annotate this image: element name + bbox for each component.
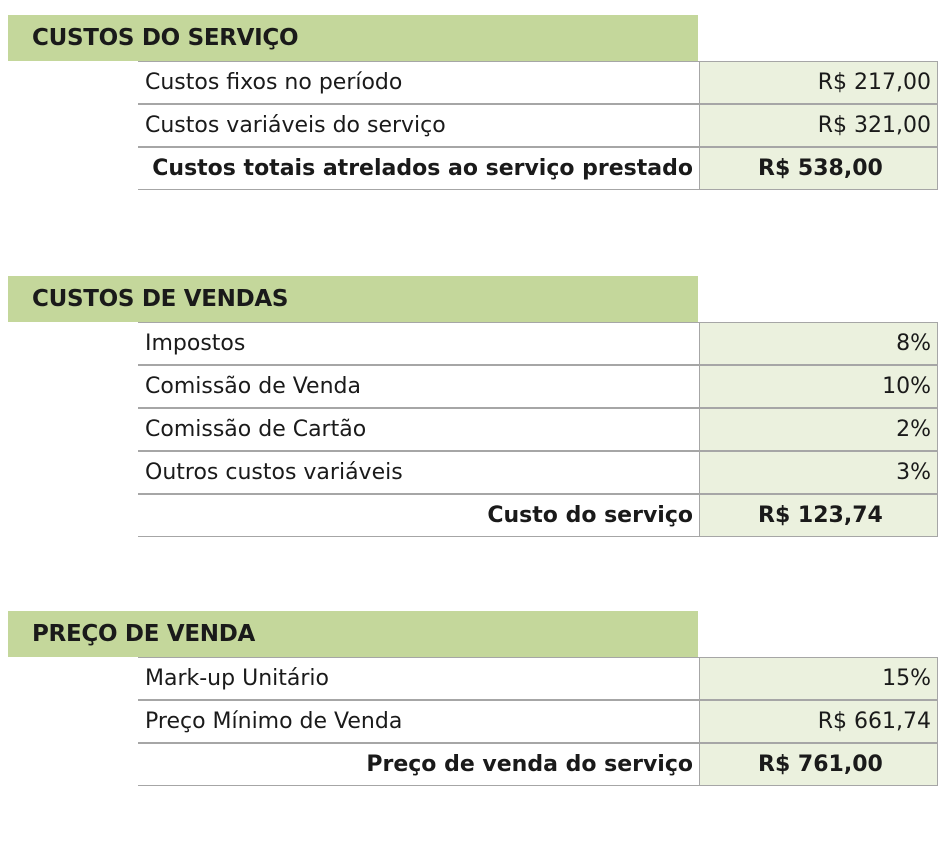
row-value-cell[interactable]: 8% [699,322,938,364]
section-header: CUSTOS DE VENDAS [8,276,698,322]
row-label: Custos fixos no período [138,61,699,103]
row-label: Outros custos variáveis [138,451,699,493]
table-row [138,104,938,147]
row-value-cell[interactable]: R$ 217,00 [699,61,938,103]
total-row [138,743,938,786]
total-value-cell[interactable]: R$ 538,00 [699,147,938,189]
total-row [138,147,938,190]
section-rows [138,322,938,537]
total-row [138,494,938,537]
row-label: Custos variáveis do serviço [138,104,699,146]
section-header: CUSTOS DO SERVIÇO [8,15,698,61]
table-row [138,657,938,700]
total-label: Custos totais atrelados ao serviço prestado [138,147,699,189]
section-rows [138,657,938,786]
section-header: PREÇO DE VENDA [8,611,698,657]
table-row [138,451,938,494]
section-rows [138,61,938,190]
total-label: Custo do serviço [138,494,699,536]
table-row [138,61,938,104]
row-label: Preço Mínimo de Venda [138,700,699,742]
row-value-cell[interactable]: 2% [699,408,938,450]
table-row [138,408,938,451]
row-value-cell[interactable]: 10% [699,365,938,407]
total-label: Preço de venda do serviço [138,743,699,785]
row-value-cell[interactable]: 15% [699,657,938,699]
row-label: Comissão de Venda [138,365,699,407]
row-value-cell[interactable]: 3% [699,451,938,493]
row-value-cell[interactable]: R$ 661,74 [699,700,938,742]
total-value-cell[interactable]: R$ 123,74 [699,494,938,536]
table-row [138,700,938,743]
row-label: Comissão de Cartão [138,408,699,450]
row-value-cell[interactable]: R$ 321,00 [699,104,938,146]
table-row [138,322,938,365]
row-label: Mark-up Unitário [138,657,699,699]
total-value-cell[interactable]: R$ 761,00 [699,743,938,785]
table-row [138,365,938,408]
row-label: Impostos [138,322,699,364]
